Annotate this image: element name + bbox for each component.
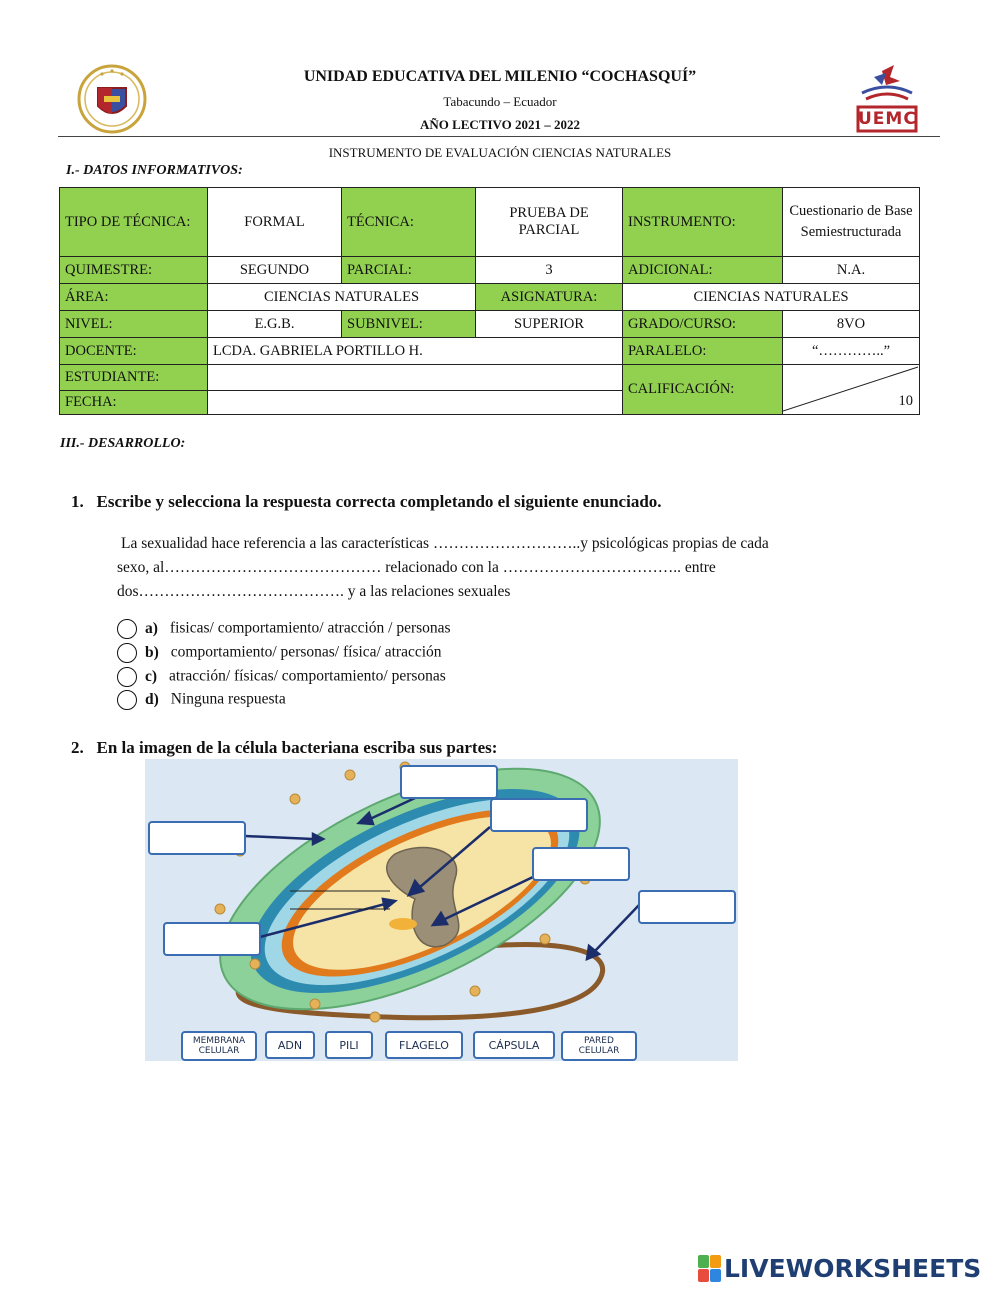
radio-circle-d[interactable] xyxy=(117,690,137,710)
calificacion-field[interactable] xyxy=(783,365,920,415)
parcial-value: 3 xyxy=(476,257,623,284)
option-a-text: fisicas/ comportamiento/ atracción / personas xyxy=(169,619,451,637)
tecnica-label: TÉCNICA: xyxy=(342,188,476,257)
school-name: UNIDAD EDUCATIVA DEL MILENIO “COCHASQUÍ” xyxy=(303,68,697,85)
instrumento-value: Cuestionario de Base Semiestructurada xyxy=(783,188,920,257)
calificacion-max: 10 xyxy=(898,393,913,409)
question-2-title xyxy=(71,738,497,758)
asignatura-value: CIENCIAS NATURALES xyxy=(623,284,920,311)
estudiante-label: ESTUDIANTE: xyxy=(60,365,208,391)
section-desarrollo: III.- DESARROLLO: xyxy=(60,436,186,451)
instrumento-label: INSTRUMENTO: xyxy=(623,188,783,257)
word-flagelo[interactable]: FLAGELO xyxy=(385,1031,463,1059)
answer-box-6[interactable] xyxy=(163,922,261,956)
asignatura-label: ASIGNATURA: xyxy=(476,284,623,311)
word-membrana-celular[interactable]: MEMBRANA CELULAR xyxy=(181,1031,257,1061)
adicional-label: ADICIONAL: xyxy=(623,257,783,284)
area-value: CIENCIAS NATURALES xyxy=(208,284,476,311)
liveworksheets-text: LIVEWORKSHEETS xyxy=(724,1254,982,1283)
statement-line-1: La sexualidad hace referencia a las características ………………………..y psicológicas propias de cada xyxy=(121,535,769,552)
nivel-value: E.G.B. xyxy=(208,311,342,338)
statement-line-3: dos…………………………………. y a las relaciones sexuales xyxy=(117,583,511,600)
answer-box-2[interactable] xyxy=(490,798,588,832)
option-a[interactable] xyxy=(117,619,451,639)
option-a-letter: a) xyxy=(145,619,158,637)
option-d[interactable] xyxy=(117,690,286,710)
option-d-text: Ninguna respuesta xyxy=(170,690,286,708)
calificacion-label: CALIFICACIÓN: xyxy=(623,365,783,415)
radio-circle-b[interactable] xyxy=(117,643,137,663)
grado-label: GRADO/CURSO: xyxy=(623,311,783,338)
tecnica-value: PRUEBA DE PARCIAL xyxy=(476,188,623,257)
fecha-field[interactable] xyxy=(208,391,623,415)
question-1-statement xyxy=(117,532,769,604)
word-pared-celular[interactable]: PARED CELULAR xyxy=(561,1031,637,1061)
quimestre-label: QUIMESTRE: xyxy=(60,257,208,284)
paralelo-value: “…………..” xyxy=(783,338,920,365)
question-1-number: 1. xyxy=(71,492,84,511)
answer-box-5[interactable] xyxy=(638,890,736,924)
adicional-value: N.A. xyxy=(783,257,920,284)
section-datos-informativos: I.- DATOS INFORMATIVOS: xyxy=(66,163,243,178)
radio-circle-c[interactable] xyxy=(117,667,137,687)
answer-box-4[interactable] xyxy=(532,847,630,881)
tipo-tecnica-label: TIPO DE TÉCNICA: xyxy=(60,188,208,257)
word-adn[interactable]: ADN xyxy=(265,1031,315,1059)
estudiante-field[interactable] xyxy=(208,365,623,391)
school-location: Tabacundo – Ecuador xyxy=(443,94,557,109)
question-1-title xyxy=(71,492,662,512)
option-b-text: comportamiento/ personas/ física/ atracción xyxy=(170,643,442,661)
subnivel-label: SUBNIVEL: xyxy=(342,311,476,338)
uemc-logo-text: UEMC xyxy=(858,109,917,129)
option-c-letter: c) xyxy=(145,667,158,685)
answer-box-1[interactable] xyxy=(400,765,498,799)
question-2-number: 2. xyxy=(71,738,84,757)
liveworksheets-icon xyxy=(698,1255,722,1283)
statement-line-2: sexo, al…………………………………… relacionado con la …………………………….. entre xyxy=(117,559,716,576)
answer-box-3[interactable] xyxy=(148,821,246,855)
parcial-label: PARCIAL: xyxy=(342,257,476,284)
paralelo-label: PARALELO: xyxy=(623,338,783,365)
docente-value: LCDA. GABRIELA PORTILLO H. xyxy=(208,338,623,365)
bacterial-cell-diagram xyxy=(145,759,738,1061)
question-1-text: Escribe y selecciona la respuesta correcta completando el siguiente enunciado. xyxy=(96,492,662,511)
grado-value: 8VO xyxy=(783,311,920,338)
header-divider xyxy=(58,136,940,137)
option-c-text: atracción/ físicas/ comportamiento/ personas xyxy=(169,667,446,685)
tipo-tecnica-value: FORMAL xyxy=(208,188,342,257)
instrument-title: INSTRUMENTO DE EVALUACIÓN CIENCIAS NATURALES xyxy=(328,145,672,160)
option-b-letter: b) xyxy=(145,643,159,661)
quimestre-value: SEGUNDO xyxy=(208,257,342,284)
option-c[interactable] xyxy=(117,667,446,687)
option-b[interactable] xyxy=(117,643,442,663)
option-d-letter: d) xyxy=(145,690,159,708)
question-2-text: En la imagen de la célula bacteriana escriba sus partes: xyxy=(96,738,498,757)
word-pili[interactable]: PILI xyxy=(325,1031,373,1059)
school-year: AÑO LECTIVO 2021 – 2022 xyxy=(419,117,581,132)
radio-circle-a[interactable] xyxy=(117,619,137,639)
word-capsula[interactable]: CÁPSULA xyxy=(473,1031,555,1059)
liveworksheets-brand xyxy=(698,1254,994,1284)
docente-label: DOCENTE: xyxy=(60,338,208,365)
info-table xyxy=(59,187,920,415)
area-label: ÁREA: xyxy=(60,284,208,311)
subnivel-value: SUPERIOR xyxy=(476,311,623,338)
fecha-label: FECHA: xyxy=(60,391,208,415)
nivel-label: NIVEL: xyxy=(60,311,208,338)
